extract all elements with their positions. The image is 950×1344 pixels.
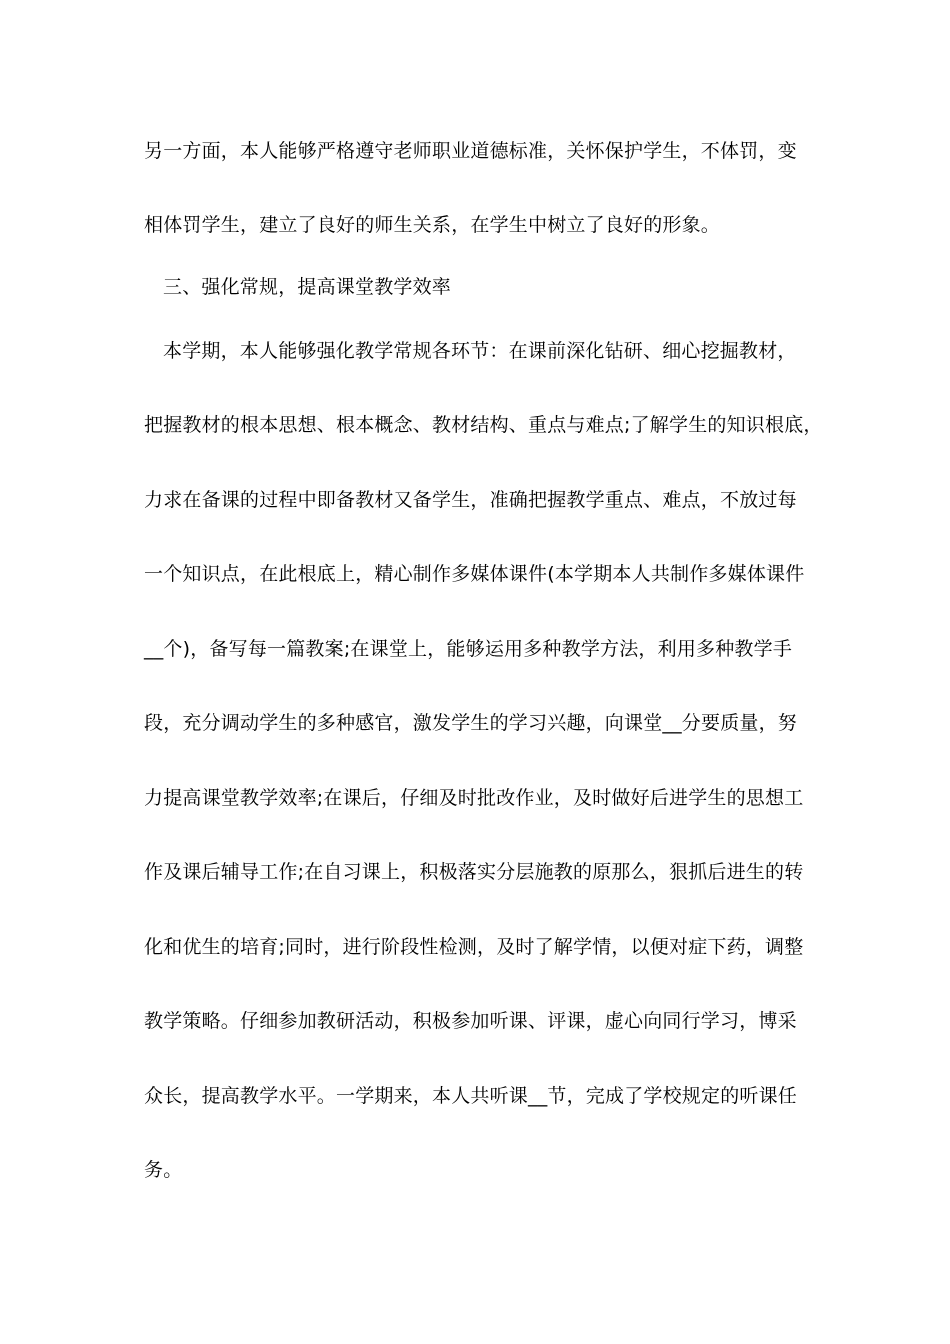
paragraph-line-14: 务。 [144,1159,183,1181]
paragraph-line-11: 化和优生的培育;同时，进行阶段性检测，及时了解学情，以便对症下药，调整 [144,936,804,958]
paragraph-line-5: 力求在备课的过程中即备教材又备学生，准确把握教学重点、难点，不放过每 [144,489,797,511]
paragraph-line-1: 另一方面，本人能够严格遵守老师职业道德标准，关怀保护学生，不体罚，变 [144,140,797,162]
paragraph-line-6: 一个知识点，在此根底上，精心制作多媒体课件(本学期本人共制作多媒体课件 [144,563,805,585]
section-heading: 三、强化常规，提高课堂教学效率 [163,276,452,298]
paragraph-line-7: __个)，备写每一篇教案;在课堂上，能够运用多种教学方法，利用多种教学手 [144,638,793,660]
paragraph-line-10: 作及课后辅导工作;在自习课上，积极落实分层施教的原那么，狠抓后进生的转 [144,861,804,883]
paragraph-line-9: 力提高课堂教学效率;在课后，仔细及时批改作业，及时做好后进学生的思想工 [144,787,804,809]
paragraph-line-3: 本学期，本人能够强化教学常规各环节：在课前深化钻研、细心挖掘教材， [163,340,797,362]
paragraph-line-4: 把握教材的根本思想、根本概念、教材结构、重点与难点;了解学生的知识根底， [144,414,823,436]
paragraph-line-12: 教学策略。仔细参加教研活动，积极参加听课、评课，虚心向同行学习，博采 [144,1010,797,1032]
paragraph-line-13: 众长，提高教学水平。一学期来，本人共听课__节，完成了学校规定的听课任 [144,1085,798,1107]
paragraph-line-2: 相体罚学生，建立了良好的师生关系，在学生中树立了良好的形象。 [144,214,721,236]
paragraph-line-8: 段，充分调动学生的多种感官，激发学生的学习兴趣，向课堂__分要质量，努 [144,712,798,734]
